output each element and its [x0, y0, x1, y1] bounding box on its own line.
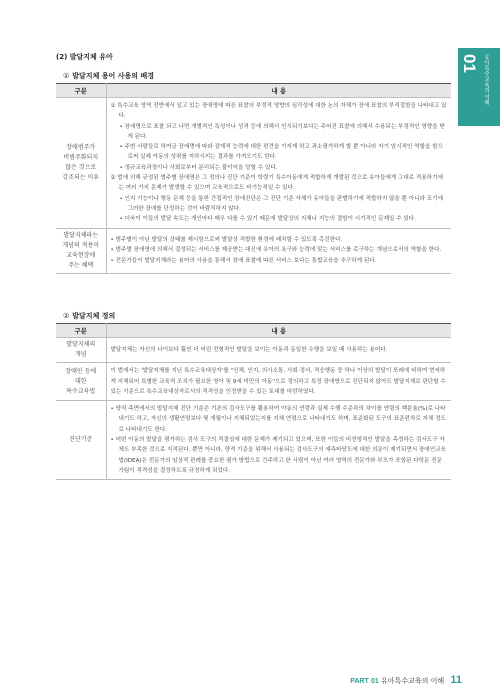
subsection-text-2: 발달지체 정의	[72, 312, 116, 320]
table-row	[56, 98, 451, 229]
footer-chapter-title: 유아특수교육의 이해	[381, 677, 445, 685]
content-bullet: • 전문가들이 발달지체라는 용어의 사용을 통해서 장애 표찰에 따른 서비스 보다는 통합교육을 추구하게 된다.	[110, 257, 377, 264]
subsection-title-2	[63, 311, 115, 321]
row-content	[106, 338, 451, 363]
content-paragraph: 발달지체는 자신의 나이보다 훨씬 더 어린 전형적인 발달을 보이는 아동과 동일한 수행을 보일 때 사용하는 용어다.	[110, 347, 388, 353]
row-label	[56, 98, 106, 229]
footer-part-number: 01	[371, 678, 379, 685]
content-paragraph: 이 법에서는 '발달지체를 지닌 특수교육대상자'를 "신체, 인지, 의사소통, 사회·정서, 적응행동 중 하나 이상의 발달이 또래에 비하여 현저하게 지체되어 특별한 교육적 조치가 필요한 영아 및 9세 미만의 아동"으로 정의하고 특정 장애명으로 진단되지 않아도 발달지체로 판단할 수 있는 기준으로 특수교육대상자로서의 적격성을 인정받을 수 있는 토대를 마련하였다.	[110, 368, 446, 395]
content-bullet: • 인지 기능이나 행동 문제 등을 통한 간접적인 장애진단은 그 진단 기준 자체가 유아들을 판별하기에 적합하지 않을 뿐 아니라 조기에 그러한 장애를 단정하는 것이 바람직하지 않다.	[119, 195, 443, 212]
row-label	[56, 228, 106, 273]
definition-table	[56, 323, 451, 480]
table1-head-category: 구분	[56, 84, 106, 98]
row-label-line: 대한	[74, 377, 87, 385]
table2-head-category: 구분	[56, 324, 106, 338]
footer-part-label: PART	[350, 678, 369, 685]
row-label-line: 교육현장에	[66, 251, 96, 259]
page-footer	[350, 674, 462, 686]
row-content	[106, 363, 451, 401]
row-label	[56, 363, 106, 401]
content-bullet: • 더욱이 이들의 발달 속도는 개인마다 매우 다를 수 있기 때문에 발달상의 지체나 지능의 결함이 시기적인 문제일 수 있다.	[119, 216, 416, 223]
page-number: 11	[450, 674, 462, 686]
row-label-line: 장애인 등에	[65, 367, 97, 375]
row-label-line: 비범주화되지	[63, 153, 99, 161]
subsection-marker-2: ②	[63, 312, 70, 320]
row-label-line: 개념의 적용이	[62, 241, 100, 249]
content-bullet: • 장애명으로 표찰 되고 나면 개별적인 특성이나 성격 등에 의해서 인식되기보다는 주어진 표찰에 의해서 수용되는 부정적인 영향을 받게 된다.	[119, 123, 445, 140]
background-table	[56, 83, 451, 274]
table-row	[56, 401, 451, 480]
content-bullet: • 양적 측면에서의 발달지체 진단 기준은 기존의 검사도구를 활용하여 아동의 연령과 실제 수행 수준과의 차이를 연령의 백분율(%)로 나타내기도 하고, 자신의 생활연령보다 몇 개월이나 지체되었는지를 지체 연령으로 나타내기도 하며, 표준화된 도구의 표준편차로 지체 정도로 나타내기도 한다.	[110, 406, 446, 433]
row-label-line: 특수교육법	[66, 387, 96, 395]
row-content	[106, 228, 451, 273]
row-content	[106, 401, 451, 480]
content-bullet: • 주변 사람들로 하여금 장애명에 따라 잠재적 능력에 대한 편견을 가지게 하고 과소평가하게 할 뿐 아니라 자기 암시적인 역할을 함으로써 실제 아동의 성취를 저하시키는 결과를 가져오기도 한다.	[119, 144, 443, 161]
chapter-label: 유아특수교육의 이해	[483, 54, 489, 106]
row-label	[56, 401, 106, 480]
content-bullet: • 범주별이 아닌 발달의 상태를 제시함으로써 발달상 적합한 환경에 배치할 수 있도록 촉진한다.	[110, 237, 343, 244]
row-label-line: 장애범주가	[66, 143, 96, 151]
content-bullet: • 범주별 장애명에 의해서 결정되는 서비스를 제공받는 대신에 유아의 욕구와 능력에 맞는 서비스를 촉구하는 개념으로서의 역할을 한다.	[110, 247, 442, 254]
row-label	[56, 338, 106, 363]
content-paragraph: ① 특수교육 영역 전반에서 일고 있는 장애명에 따른 표찰의 부정적 영향의 심각성에 대한 논의 자체가 장애 표찰의 부적절함을 나타내고 있다.	[110, 103, 447, 120]
table2-head-content: 내 용	[106, 324, 451, 338]
row-content	[106, 98, 451, 229]
subsection-text-1: 발달지체 용어 사용의 배경	[72, 72, 154, 80]
row-label-line: 않은 것으로	[65, 163, 97, 171]
table1-head-content: 내 용	[106, 84, 451, 98]
content-paragraph: ② 법에 의해 규정된 범주별 장애명은 그 정의나 진단 기준이 학령기 특수아동에게 적합하게 개발된 것으로 유아들에게 그대로 적용하기에는 여러 가지 문제가 발생할 수 있으며 교육적으로도 비기능적일 수 있다.	[110, 175, 443, 192]
section-title: (2) 발달지체 유아	[56, 53, 113, 61]
chapter-side-tab	[458, 48, 500, 126]
row-label-line: 주는 혜택	[68, 261, 94, 269]
content-bullet: • 정규교육과정이나 사회로부터 분리되는 불이익을 당할 수 있다.	[119, 164, 278, 171]
table-row	[56, 363, 451, 401]
row-label-line: 강조되는 이유	[62, 173, 100, 181]
subsection-title-1	[63, 71, 154, 81]
subsection-marker-1: ①	[63, 72, 70, 80]
table-row	[56, 338, 451, 363]
chapter-number: 01	[460, 54, 479, 73]
row-label-line: 발달지체의	[66, 341, 96, 349]
table-row	[56, 228, 451, 273]
content-bullet: • 어떤 아동의 발달을 평가하는 검사 도구의 적절성에 대한 문제가 제기되고 있으며, 또한 이들의 비전형적인 발달을 측정하는 검사도구 자체도 부족한 것으로 지적된다. 뿐만 아니라, 양적 기준을 위해서 사용되는 검사도구의 예측타당도에 대한 의문이 제기되면서 장애인교육법(IDEA)은 전문가의 임상적 판례를 중요한 평가 방법으로 간주하고 한 사람이 아닌 여러 영역의 전문가와 부모가 포함된 다학문 전문가팀이 적격성을 결정하도록 규정하게 되었다.	[110, 437, 446, 474]
row-label-line: 진단기준	[69, 436, 93, 444]
row-label-line: 발달지체라는	[63, 231, 99, 239]
row-label-line: 개념	[74, 351, 87, 359]
